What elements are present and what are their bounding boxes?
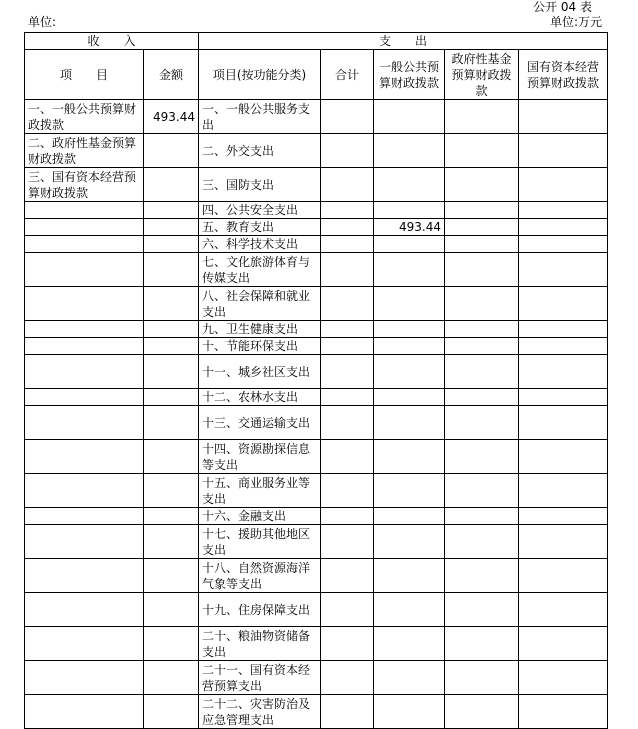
general-cell: 493.44 [374, 219, 445, 236]
amount-cell [144, 695, 199, 729]
total-cell [321, 661, 374, 695]
table-row [25, 236, 608, 253]
amount-cell [144, 168, 199, 202]
fund-cell [445, 338, 519, 355]
fund-cell [445, 661, 519, 695]
unit-label-right: 单位:万元 [549, 15, 602, 29]
state-cell [519, 287, 608, 321]
income-cell [25, 355, 144, 389]
state-cell [519, 338, 608, 355]
state-cell [519, 253, 608, 287]
total-cell [321, 627, 374, 661]
expense-cell: 六、科学技术支出 [199, 236, 321, 253]
amount-cell [144, 355, 199, 389]
state-cell [519, 168, 608, 202]
expense-cell: 二十二、灾害防治及应急管理支出 [199, 695, 321, 729]
income-cell [25, 559, 144, 593]
general-cell [374, 525, 445, 559]
fund-cell [445, 321, 519, 338]
table-row [25, 253, 608, 287]
amount-cell [144, 525, 199, 559]
income-cell: 三、国有资本经营预算财政拨款 [25, 168, 144, 202]
amount-cell [144, 389, 199, 406]
expense-cell: 十九、住房保障支出 [199, 593, 321, 627]
table-row [25, 508, 608, 525]
fund-cell [445, 559, 519, 593]
amount-cell [144, 134, 199, 168]
fund-cell [445, 168, 519, 202]
total-cell [321, 219, 374, 236]
amount-cell [144, 661, 199, 695]
state-cell [519, 134, 608, 168]
table-row [25, 134, 608, 168]
income-cell [25, 627, 144, 661]
state-cell [519, 389, 608, 406]
table-row [25, 100, 608, 134]
state-cell [519, 202, 608, 219]
total-cell [321, 168, 374, 202]
fund-cell [445, 253, 519, 287]
expense-cell: 一、一般公共服务支出 [199, 100, 321, 134]
expense-cell: 二十一、国有资本经营预算支出 [199, 661, 321, 695]
amount-cell [144, 219, 199, 236]
state-cell [519, 508, 608, 525]
general-cell [374, 338, 445, 355]
expense-cell: 十五、商业服务业等支出 [199, 474, 321, 508]
amount-cell [144, 559, 199, 593]
expense-cell: 十四、资源勘探信息等支出 [199, 440, 321, 474]
col-header-state: 国有资本经营预算财政拨款 [519, 50, 608, 100]
col-header-general: 一般公共预算财政拨款 [374, 50, 445, 100]
income-cell [25, 236, 144, 253]
state-cell [519, 661, 608, 695]
general-cell [374, 593, 445, 627]
income-cell [25, 474, 144, 508]
income-cell [25, 287, 144, 321]
expense-cell: 九、卫生健康支出 [199, 321, 321, 338]
table-row [25, 338, 608, 355]
amount-cell [144, 236, 199, 253]
state-cell [519, 406, 608, 440]
income-group-header: 收 入 [25, 33, 199, 50]
table-row [25, 440, 608, 474]
general-cell [374, 389, 445, 406]
expense-cell: 十六、金融支出 [199, 508, 321, 525]
total-cell [321, 593, 374, 627]
fund-cell [445, 236, 519, 253]
amount-cell [144, 593, 199, 627]
state-cell [519, 355, 608, 389]
general-cell [374, 100, 445, 134]
amount-cell [144, 338, 199, 355]
amount-cell [144, 627, 199, 661]
total-cell [321, 134, 374, 168]
income-cell [25, 508, 144, 525]
total-cell [321, 474, 374, 508]
state-cell [519, 627, 608, 661]
income-cell [25, 593, 144, 627]
total-cell [321, 559, 374, 593]
general-cell [374, 287, 445, 321]
table-row [25, 219, 608, 236]
general-cell [374, 474, 445, 508]
expense-cell: 十八、自然资源海洋气象等支出 [199, 559, 321, 593]
expense-group-header: 支 出 [199, 33, 608, 50]
table-row [25, 406, 608, 440]
fund-cell [445, 440, 519, 474]
state-cell [519, 525, 608, 559]
table-row [25, 559, 608, 593]
income-cell [25, 525, 144, 559]
expense-cell: 五、教育支出 [199, 219, 321, 236]
total-cell [321, 236, 374, 253]
fund-cell [445, 508, 519, 525]
col-header-fund: 政府性基金预算财政拨款 [445, 50, 519, 100]
total-cell [321, 321, 374, 338]
amount-cell [144, 440, 199, 474]
fund-cell [445, 219, 519, 236]
general-cell [374, 406, 445, 440]
table-row [25, 321, 608, 338]
general-cell [374, 236, 445, 253]
total-cell [321, 695, 374, 729]
table-row [25, 202, 608, 219]
general-cell [374, 627, 445, 661]
table-row [25, 287, 608, 321]
expense-cell: 二、外交支出 [199, 134, 321, 168]
fund-cell [445, 627, 519, 661]
table-row [25, 168, 608, 202]
general-cell [374, 134, 445, 168]
state-cell [519, 695, 608, 729]
amount-cell [144, 474, 199, 508]
expense-cell: 七、文化旅游体育与传媒支出 [199, 253, 321, 287]
state-cell [519, 321, 608, 338]
general-cell [374, 321, 445, 338]
general-cell [374, 695, 445, 729]
amount-cell [144, 253, 199, 287]
fund-cell [445, 134, 519, 168]
state-cell [519, 236, 608, 253]
state-cell [519, 593, 608, 627]
table-row [25, 474, 608, 508]
fund-cell [445, 100, 519, 134]
unit-label-left: 单位: [28, 15, 57, 29]
general-cell [374, 253, 445, 287]
fund-cell [445, 525, 519, 559]
total-cell [321, 338, 374, 355]
table-row [25, 593, 608, 627]
expense-cell: 十二、农林水支出 [199, 389, 321, 406]
state-cell [519, 474, 608, 508]
amount-cell [144, 202, 199, 219]
total-cell [321, 406, 374, 440]
general-cell [374, 661, 445, 695]
income-cell [25, 661, 144, 695]
state-cell [519, 559, 608, 593]
general-cell [374, 168, 445, 202]
state-cell [519, 440, 608, 474]
col-header-item: 项 目 [25, 50, 144, 100]
state-cell [519, 100, 608, 134]
table-row [25, 525, 608, 559]
total-cell [321, 253, 374, 287]
group-header-row [25, 33, 608, 50]
income-cell [25, 321, 144, 338]
table-row [25, 627, 608, 661]
expense-cell: 十、节能环保支出 [199, 338, 321, 355]
general-cell [374, 559, 445, 593]
income-cell: 一、一般公共预算财政拨款 [25, 100, 144, 134]
expense-cell: 二十、粮油物资储备支出 [199, 627, 321, 661]
general-cell [374, 355, 445, 389]
fund-cell [445, 695, 519, 729]
fund-cell [445, 474, 519, 508]
income-cell: 二、政府性基金预算财政拨款 [25, 134, 144, 168]
column-header-row [25, 50, 608, 100]
expense-cell: 三、国防支出 [199, 168, 321, 202]
table-row [25, 661, 608, 695]
table-row [25, 695, 608, 729]
total-cell [321, 202, 374, 219]
total-cell [321, 525, 374, 559]
table-row [25, 389, 608, 406]
fund-cell [445, 355, 519, 389]
total-cell [321, 287, 374, 321]
col-header-amount: 金额 [144, 50, 199, 100]
total-cell [321, 100, 374, 134]
expense-cell: 八、社会保障和就业支出 [199, 287, 321, 321]
amount-cell: 493.44 [144, 100, 199, 134]
income-cell [25, 253, 144, 287]
income-cell [25, 202, 144, 219]
general-cell [374, 202, 445, 219]
amount-cell [144, 508, 199, 525]
col-header-func-item: 项目(按功能分类) [199, 50, 321, 100]
expense-cell: 十一、城乡社区支出 [199, 355, 321, 389]
col-header-total: 合计 [321, 50, 374, 100]
form-number: 公开 04 表 [533, 0, 592, 14]
fund-cell [445, 202, 519, 219]
general-cell [374, 508, 445, 525]
amount-cell [144, 321, 199, 338]
state-cell [519, 219, 608, 236]
fund-cell [445, 287, 519, 321]
total-cell [321, 355, 374, 389]
income-cell [25, 338, 144, 355]
total-cell [321, 508, 374, 525]
budget-table [24, 32, 608, 729]
expense-cell: 十七、援助其他地区支出 [199, 525, 321, 559]
income-cell [25, 695, 144, 729]
income-cell [25, 219, 144, 236]
amount-cell [144, 287, 199, 321]
total-cell [321, 389, 374, 406]
fund-cell [445, 593, 519, 627]
amount-cell [144, 406, 199, 440]
table-row [25, 355, 608, 389]
fund-cell [445, 406, 519, 440]
expense-cell: 四、公共安全支出 [199, 202, 321, 219]
total-cell [321, 440, 374, 474]
fund-cell [445, 389, 519, 406]
income-cell [25, 389, 144, 406]
general-cell [374, 440, 445, 474]
income-cell [25, 440, 144, 474]
income-cell [25, 406, 144, 440]
expense-cell: 十三、交通运输支出 [199, 406, 321, 440]
